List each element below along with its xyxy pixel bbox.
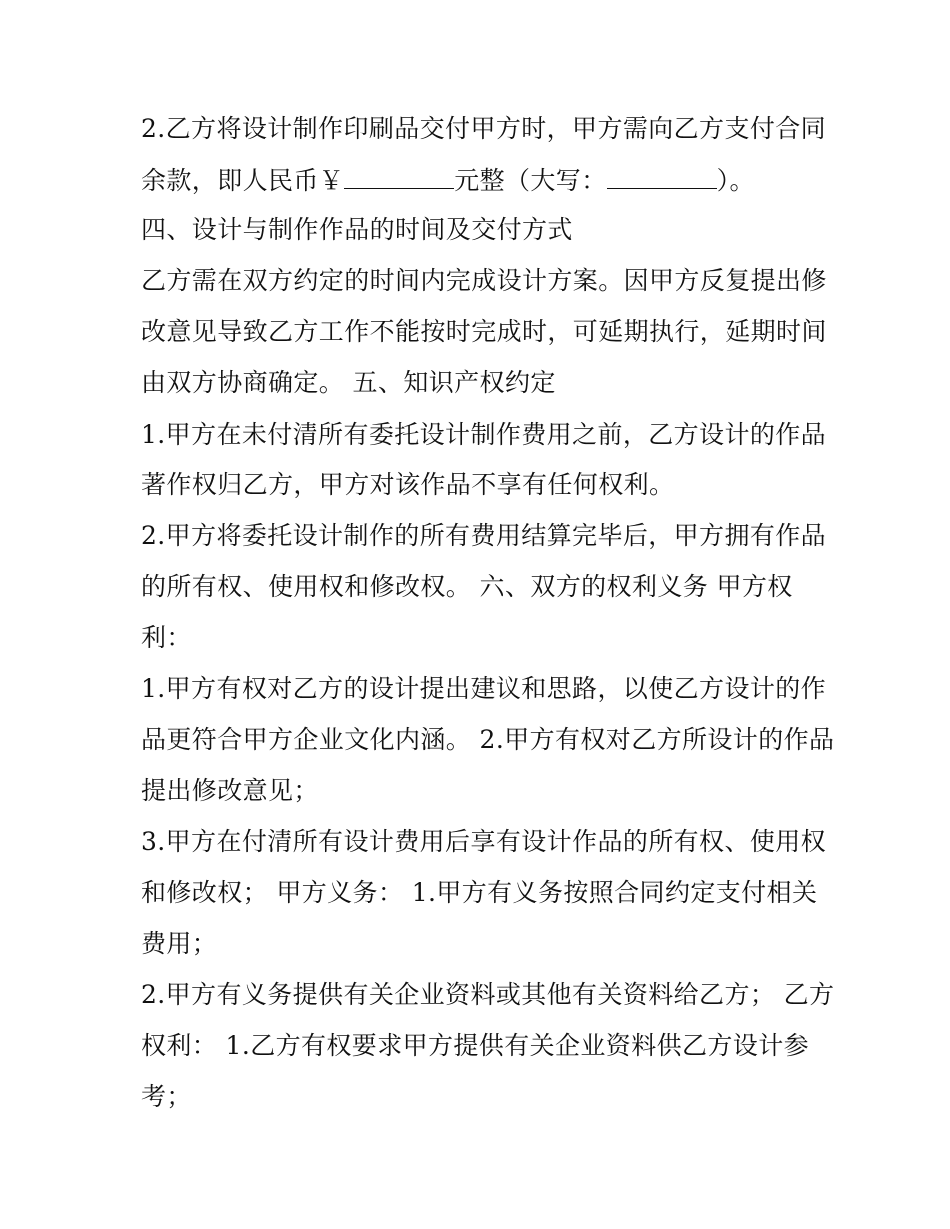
paragraph-line: 1.甲方在未付清所有委托设计制作费用之前，乙方设计的作品 — [141, 420, 827, 449]
paragraph-line: 2.甲方有义务提供有关企业资料或其他有关资料给乙方； 乙方 — [141, 980, 835, 1009]
paragraph-line: 的所有权、使用权和修改权。 六、双方的权利义务 甲方权 — [141, 572, 793, 601]
paragraph-line: 著作权归乙方，甲方对该作品不享有任何权利。 — [141, 470, 675, 499]
paragraph-line: 改意见导致乙方工作不能按时完成时，可延期执行，延期时间 — [141, 317, 827, 346]
paragraph-line: 乙方需在双方约定的时间内完成设计方案。因甲方反复提出修 — [141, 266, 827, 295]
paragraph-line: 2.乙方将设计制作印刷品交付甲方时，甲方需向乙方支付合同 — [141, 114, 827, 143]
amount-blank — [344, 166, 454, 189]
paragraph-line — [141, 164, 831, 198]
text-segment: 余款，即人民币￥ — [141, 166, 345, 195]
paragraph-line: 费用； — [141, 929, 218, 958]
section-heading: 四、设计与制作作品的时间及交付方式 — [141, 215, 573, 244]
paragraph-line: 3.甲方在付清所有设计费用后享有设计作品的所有权、使用权 — [141, 827, 827, 856]
paragraph-line: 品更符合甲方企业文化内涵。 2.甲方有权对乙方所设计的作品 — [141, 725, 835, 754]
paragraph-line: 提出修改意见； — [141, 776, 319, 805]
paragraph-line: 2.甲方将委托设计制作的所有费用结算完毕后，甲方拥有作品 — [141, 521, 827, 550]
text-segment: ）。 — [716, 166, 755, 195]
paragraph-line: 权利： 1.乙方有权要求甲方提供有关企业资料供乙方设计参 — [141, 1031, 810, 1060]
paragraph-line: 和修改权； 甲方义务： 1.甲方有义务按照合同约定支付相关 — [141, 878, 818, 907]
paragraph-line: 考； — [141, 1082, 192, 1111]
paragraph-line: 利： — [141, 623, 192, 652]
text-segment: 元整（大写： — [454, 166, 607, 195]
paragraph-line: 1.甲方有权对乙方的设计提出建议和思路，以使乙方设计的作 — [141, 674, 827, 703]
amount-words-blank — [607, 166, 717, 189]
paragraph-line: 由双方协商确定。 五、知识产权约定 — [141, 368, 556, 397]
